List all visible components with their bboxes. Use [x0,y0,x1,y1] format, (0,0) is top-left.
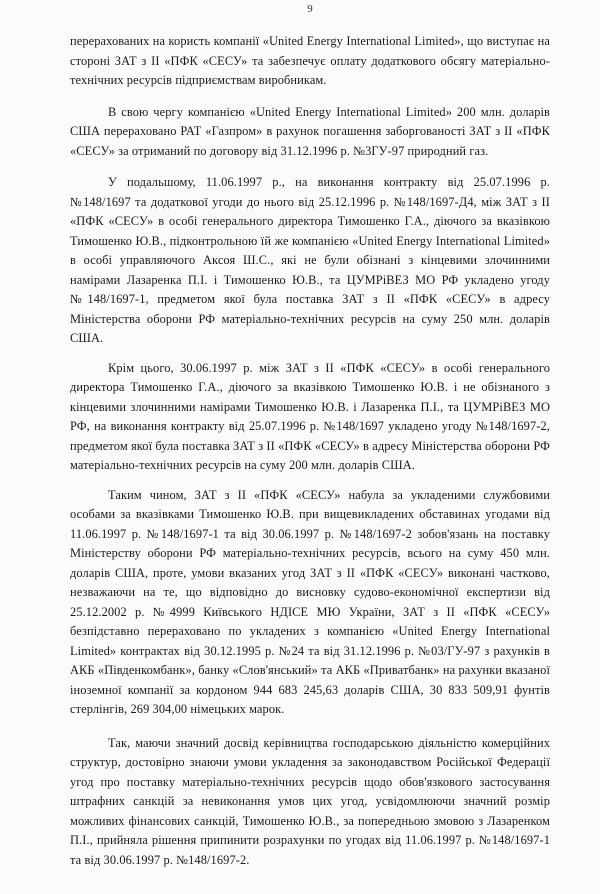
paragraph-2: В свою чергу компанією «United Energy International Limited» 200 млн. доларів США перераховано РАТ «Газпром» в рахунок погашення заборгованості ЗАТ з ІІ «ПФК «СЕСУ» за отриманий по договору від 31.12.1996 р. №3ГУ-97 природний газ. [70,104,550,158]
paragraph-6: Так, маючи значний досвід керівництва господарською діяльністю комерційних структур, достовірно знаючи умови укладення за законодавством Російської Федерації угод про поставку матеріально-технічних ресурсів щодо обов'язкового застосування штрафних санкцій за невиконання умов цих угод, усвідомлюючи значний розмір можливих фінансових санкцій, Тимошенко Ю.В., за попередньою змовою з Лазаренком П.І., прийняла рішення припинити розрахунки по угодах від 11.06.1997 р. №148/1697-1 та від 30.06.1997 р. №148/1697-2. [70,735,550,867]
paragraph-1: перерахованих на користь компанії «United Energy International Limited», що виступає на стороні ЗАТ з ІІ «ПФК «СЕСУ» та забезпечує оплату додаткового обсягу матеріально-технічних ресурсів підприємствам виробникам. [70,34,550,87]
paragraph-4: Крім цього, 30.06.1997 р. між ЗАТ з ІІ «ПФК «СЕСУ» в особі генерального директора Тимошенко Г.А., діючого за вказівкою Тимошенко Ю.В. і не обізнаного з кінцевими злочинними намірами Тимошенко Ю.В. і Лазаренка П.І., та ЦУМРіВЕЗ МО РФ, на виконання контракту від 25.07.1996 р. №148/1697 укладено угоду №148/1697-2, предметом якої була поставка ЗАТ з ІІ «ПФК «СЕСУ» в адресу Міністерства оборони РФ матеріально-технічних ресурсів на суму 200 млн. доларів США. [70,360,550,472]
paragraph-3: У подальшому, 11.06.1997 р., на виконання контракту від 25.07.1996 р. №148/1697 та додаткової угоди до нього від 25.12.1996 р. №148/1697-Д4, між ЗАТ з ІІ «ПФК «СЕСУ» в особі генерального директора Тимошенко Г.А., діючого за вказівкою Тимошенко Ю.В., підконтрольною їй же компанією «United Energy International Limited» в особі управляючого Аксоя Ш.С., які не були обізнані з кінцевими злочинними намірами Лазаренка П.І. і Тимошенко Ю.В., та ЦУМРіВЕЗ МО РФ укладено угоду №148/1697-1, предметом якої була поставка ЗАТ з ІІ «ПФК «СЕСУ» в адресу Міністерства оборони РФ матеріально-технічних ресурсів на суму 250 млн. доларів США. [70,175,550,345]
paragraph-5: Таким чином, ЗАТ з ІІ «ПФК «СЕСУ» набула за укладеними службовими особами за вказівками Тимошенко Ю.В. при вищевикладених обставинах угодами від 11.06.1997 р. №148/1697-1 та від 30.06.1997 р. №148/1697-2 зобов'язань на поставку Міністерству оборони РФ матеріально-технічних ресурсів, всього на суму 450 млн. доларів США, проте, умови вказаних угод ЗАТ з ІІ «ПФК «СЕСУ» виконані частково, незважаючи на те, що відповідно до висновку судово-економічної експертизи від 25.12.2002 р. №4999 Київського НДІСЕ МЮ України, ЗАТ з ІІ «ПФК «СЕСУ» безпідставно перераховано по укладених з компанією «United Energy International Limited» контрактах від 30.12.1995 р. №24 та від 31.12.1996 р. №03/ГУ-97 з рахунків в АКБ «Південкомбанк», банку «Слов'янський» та АКБ «Приватбанк» на рахунки вказаної іноземної компанії за кордоном 944 683 245,63 доларів США, 30 833 509,91 фунтів стерлінгів, 269 304,00 німецьких марок. [70,487,550,716]
page-number: 9 [307,3,313,15]
